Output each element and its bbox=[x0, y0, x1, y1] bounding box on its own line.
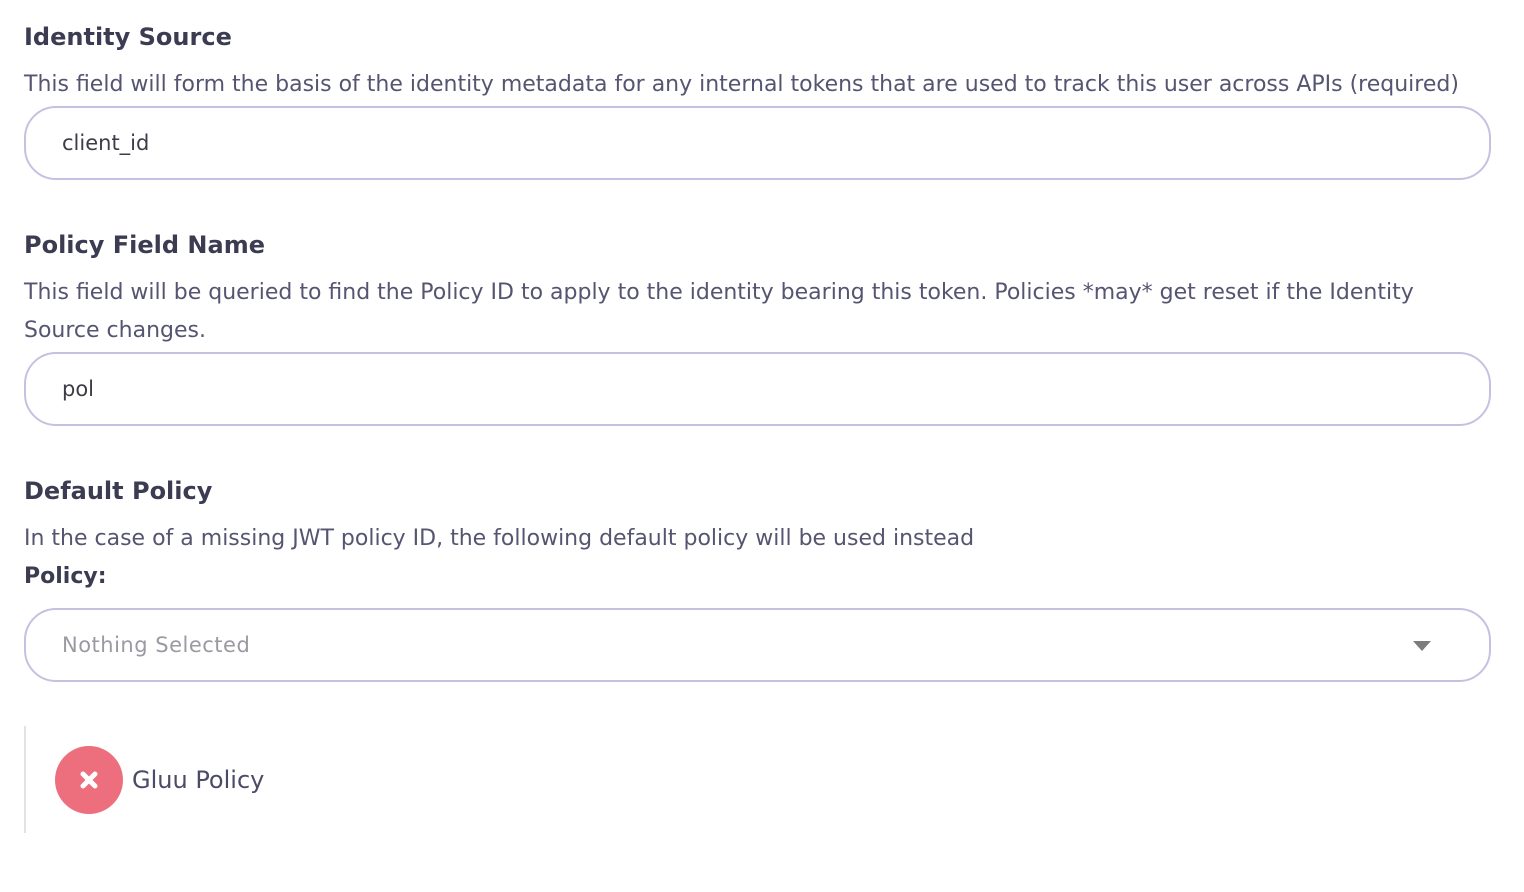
policy-field-name-label: Policy Field Name bbox=[24, 231, 265, 259]
policy-field-name-field-group bbox=[24, 230, 1491, 426]
remove-policy-button[interactable] bbox=[55, 746, 123, 814]
identity-source-input[interactable] bbox=[24, 106, 1491, 180]
identity-source-field-group bbox=[24, 22, 1491, 180]
default-policy-field-group bbox=[24, 476, 1491, 682]
default-policy-description: In the case of a missing JWT policy ID, the following default policy will be used instead bbox=[24, 526, 975, 551]
policy-field-name-description: This field will be queried to find the Policy ID to apply to the identity bearing this token. Policies *may* get reset if the Identity Source changes. bbox=[24, 280, 1414, 343]
selected-policy-row bbox=[24, 726, 1491, 833]
default-policy-select[interactable] bbox=[24, 608, 1491, 682]
identity-source-label: Identity Source bbox=[24, 23, 232, 51]
identity-source-description: This field will form the basis of the identity metadata for any internal tokens that are used to track this user across APIs (required) bbox=[24, 72, 1459, 97]
policy-field-name-input[interactable] bbox=[24, 352, 1491, 426]
remove-x-icon bbox=[75, 766, 103, 794]
default-policy-label: Default Policy bbox=[24, 477, 213, 505]
default-policy-select-value: Nothing Selected bbox=[62, 633, 251, 657]
selected-policy-label: Gluu Policy bbox=[132, 765, 265, 794]
chevron-down-icon[interactable] bbox=[1413, 641, 1431, 651]
policy-sub-label: Policy: bbox=[24, 564, 107, 589]
